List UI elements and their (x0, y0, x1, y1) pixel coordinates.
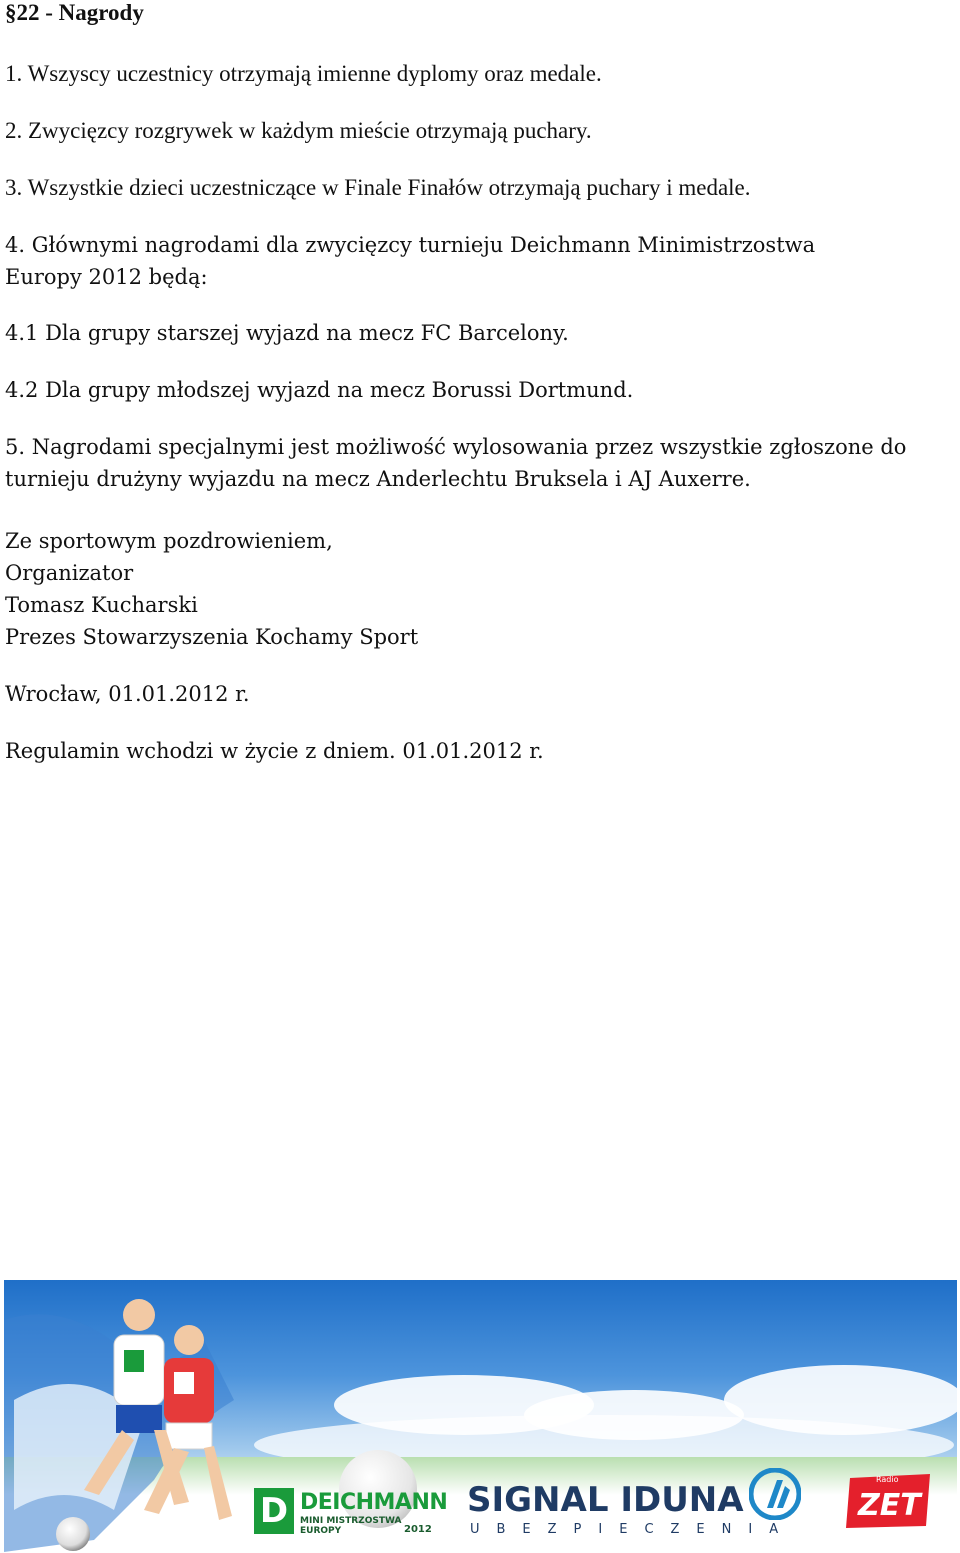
football-icon (56, 1517, 90, 1551)
deichmann-letter: D (254, 1488, 294, 1534)
section-title: §22 - Nagrody (5, 0, 144, 25)
signature-greeting: Ze sportowym pozdrowieniem, (5, 529, 333, 553)
list-item: 5. Nagrodami specjalnymi jest możliwość wylosowania przez wszystkie zgłoszone do turnieju drużyny wyjazdu na mecz Anderlechtu Bruksela i AJ Auxerre. (5, 435, 907, 491)
list-item: 4.1 Dla grupy starszej wyjazd na mecz FC Barcelony. (5, 321, 569, 345)
list-item: 1. Wszyscy uczestnicy otrzymają imienne dyplomy oraz medale. (5, 61, 602, 86)
radio-zet-label: Radio (876, 1475, 899, 1484)
deichmann-name: DEICHMANN (300, 1490, 448, 1515)
signature-position: Prezes Stowarzyszenia Kochamy Sport (5, 625, 419, 649)
signal-iduna-logo: SIGNAL IDUNA (467, 1480, 744, 1520)
list-item: 3. Wszystkie dzieci uczestniczące w Finale Finałów otrzymają puchary i medale. (5, 175, 751, 200)
regulation-document (5, 0, 950, 767)
sponsor-banner (4, 1280, 957, 1552)
radio-zet-name: ZET (858, 1488, 921, 1523)
list-item: 4.2 Dla grupy młodszej wyjazd na mecz Borussi Dortmund. (5, 378, 634, 402)
signature-name: Tomasz Kucharski (5, 593, 198, 617)
list-item: 4. Głównymi nagrodami dla zwycięzcy turnieju Deichmann Minimistrzostwa Europy 2012 będą: (5, 233, 816, 289)
signal-iduna-tagline: UBEZPIECZENIA (470, 1522, 796, 1537)
place-date: Wrocław, 01.01.2012 r. (5, 682, 250, 706)
deichmann-subtitle-line: EUROPY (300, 1526, 342, 1536)
signature-role: Organizator (5, 561, 134, 585)
list-item: 2. Zwycięzcy rozgrywek w każdym mieście otrzymają puchary. (5, 118, 592, 143)
signal-iduna-icon (749, 1468, 801, 1520)
effective-date: Regulamin wchodzi w życie z dniem. 01.01.2012 r. (5, 739, 544, 763)
deichmann-subtitle (300, 1516, 401, 1536)
deichmann-subtitle-line: MINI MISTRZOSTWA (300, 1516, 402, 1526)
deichmann-logo (254, 1488, 448, 1538)
deichmann-year: 2012 (404, 1524, 432, 1535)
